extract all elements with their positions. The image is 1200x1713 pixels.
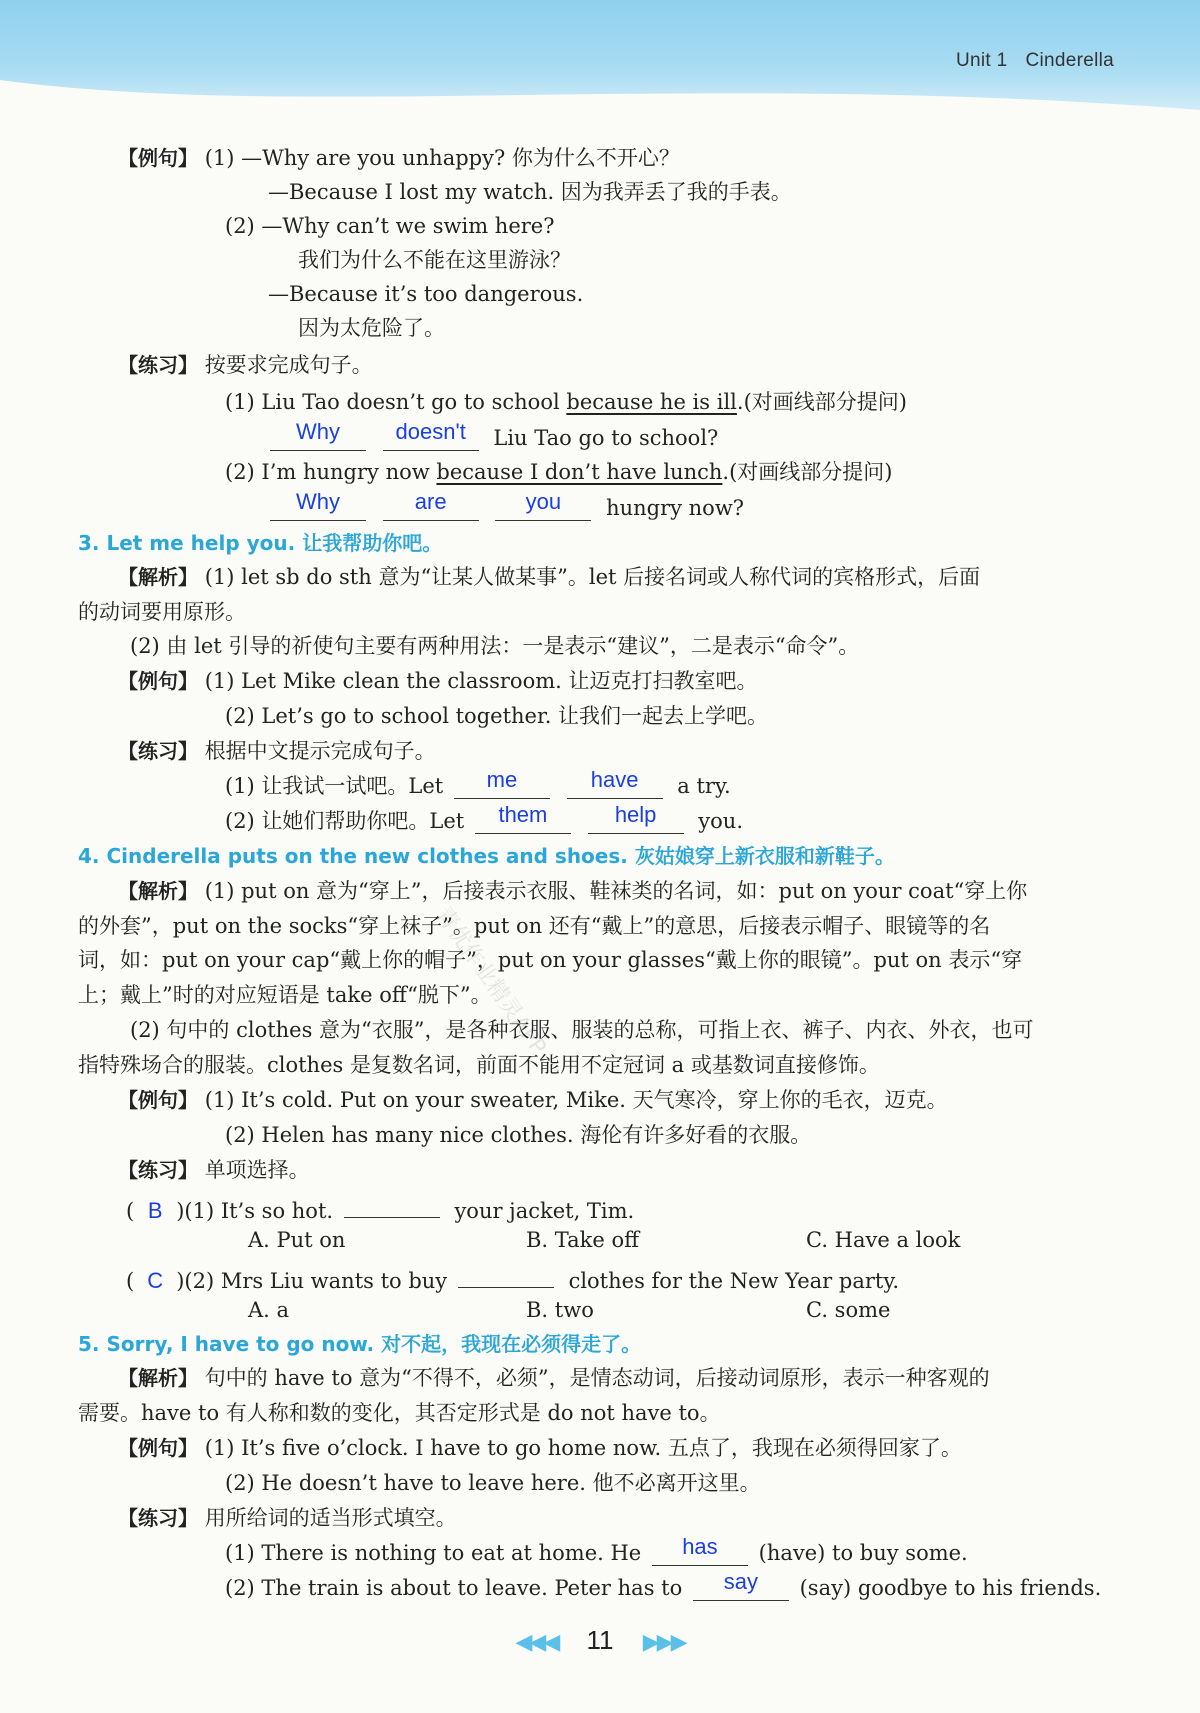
s3-example-1: 【例句】 (1) Let Mike clean the classroom. 让迈克打扫教室吧。 xyxy=(118,669,758,693)
s2-question-1: (1) Liu Tao doesn’t go to school because he is ill.(对画线部分提问) xyxy=(225,390,907,414)
watermark: 青优作业精灵APP xyxy=(430,902,551,1060)
s2-example-2-cn: 我们为什么不能在这里游泳？ xyxy=(298,248,571,272)
answer-text: help xyxy=(614,802,657,827)
s2-question-2: (2) I’m hungry now because I don’t have lunch.(对画线部分提问) xyxy=(225,460,893,484)
practice-tag: 【练习】 xyxy=(118,739,198,763)
s3-example-2: (2) Let’s go to school together. 让我们一起去上学吧。 xyxy=(225,704,769,728)
answer-text: has xyxy=(682,1534,718,1559)
answer-blank[interactable] xyxy=(344,1191,440,1218)
answer-text: doesn't xyxy=(395,419,466,444)
practice-tag: 【练习】 xyxy=(118,1158,198,1182)
underlined-phrase: because he is ill xyxy=(566,390,737,414)
answer-blank[interactable] xyxy=(270,489,366,521)
answer-blank[interactable] xyxy=(652,1534,748,1566)
s5-question-2: (2) The train is about to leave. Peter has to say (say) goodbye to his friends. xyxy=(225,1569,1102,1600)
example-text: (1) —Why are you unhappy? 你为什么不开心？ xyxy=(204,146,680,170)
s4-practice: 【练习】 单项选择。 xyxy=(118,1158,310,1182)
page-footer xyxy=(0,1625,1200,1665)
s2-example-1b: —Because I lost my watch. 因为我弄丢了我的手表。 xyxy=(268,180,792,204)
s4-analysis-2: (2) 句中的 clothes 意为“衣服”，是各种衣服、服装的总称，可指上衣、裤子、内衣、外衣，也可 xyxy=(130,1018,1034,1042)
answer-blank[interactable] xyxy=(693,1569,789,1601)
s2-example-1 xyxy=(118,144,680,172)
example-tag: 【例句】 xyxy=(118,146,198,170)
s3-practice: 【练习】 根据中文提示完成句子。 xyxy=(118,739,436,763)
choice-answer[interactable]: C xyxy=(147,1268,164,1293)
answer-blank[interactable] xyxy=(270,419,366,451)
s4-question-1: ( B )(1) It’s so hot. your jacket, Tim. xyxy=(126,1191,634,1225)
s4-question-2: ( C )(2) Mrs Liu wants to buy clothes for the New Year party. xyxy=(126,1261,899,1295)
running-header xyxy=(956,50,1114,72)
answer-blank[interactable] xyxy=(454,767,550,799)
s4-analysis-1: 【解析】 (1) put on 意为“穿上”，后接表示衣服、鞋袜类的名词，如：put on your coat“穿上你 xyxy=(118,879,1028,903)
s4-analysis-2b: 指特殊场合的服装。clothes 是复数名词，前面不能用不定冠词 a 或基数词直接修饰。 xyxy=(78,1053,880,1077)
answer-blank[interactable] xyxy=(567,767,663,799)
answer-blank[interactable] xyxy=(495,489,591,521)
s5-example-1: 【例句】 (1) It’s five o’clock. I have to go home now. 五点了，我现在必须得回家了。 xyxy=(118,1436,962,1460)
s5-example-2: (2) He doesn’t have to leave here. 他不必离开这里。 xyxy=(225,1471,761,1495)
s5-question-1: (1) There is nothing to eat at home. He has (have) to buy some. xyxy=(225,1534,968,1565)
s2-example-2b-cn: 因为太危险了。 xyxy=(298,316,445,340)
option-c: C. Have a look xyxy=(806,1228,961,1252)
unit-title: Cinderella xyxy=(1025,50,1114,71)
option-b: B. two xyxy=(526,1298,594,1322)
s3-analysis-1: 【解析】 (1) let sb do sth 意为“让某人做某事”。let 后接名词或人称代词的宾格形式，后面 xyxy=(118,565,981,589)
section-3-heading: 3. Let me help you. 让我帮助你吧。 xyxy=(78,531,443,555)
s3-analysis-2: (2) 由 let 引导的祈使句主要有两种用法：一是表示“建议”，二是表示“命令”。 xyxy=(130,634,860,658)
s2-example-2: (2) —Why can’t we swim here? xyxy=(225,214,555,238)
s5-analysis-1b: 需要。have to 有人称和数的变化，其否定形式是 do not have to。 xyxy=(78,1401,721,1425)
s5-analysis-1: 【解析】 句中的 have to 意为“不得不，必须”，是情态动词，后接动词原形，表示一种客观的 xyxy=(118,1366,990,1390)
answer-text: Why xyxy=(296,419,340,444)
s3-analysis-1b: 的动词要用原形。 xyxy=(78,600,246,624)
analysis-tag: 【解析】 xyxy=(118,1366,198,1390)
page-number: 11 xyxy=(586,1625,614,1655)
s2-example-2b: —Because it’s too dangerous. xyxy=(268,282,584,306)
next-arrows-icon: ▶▶▶ xyxy=(642,1629,685,1654)
option-a: A. Put on xyxy=(248,1228,346,1252)
section-4-heading: 4. Cinderella puts on the new clothes and shoes. 灰姑娘穿上新衣服和新鞋子。 xyxy=(78,844,895,868)
answer-blank[interactable] xyxy=(383,489,479,521)
practice-title: 按要求完成句子。 xyxy=(204,353,373,377)
example-tag: 【例句】 xyxy=(118,1088,198,1112)
s3-question-1: (1) 让我试一试吧。Let me have a try. xyxy=(225,767,731,798)
s4-analysis-1c: 词，如：put on your cap“戴上你的帽子”，put on your glasses“戴上你的眼镜”。put on 表示“穿 xyxy=(78,948,1023,972)
option-b: B. Take off xyxy=(526,1228,640,1252)
answer-text: them xyxy=(498,802,548,827)
example-tag: 【例句】 xyxy=(118,1436,198,1460)
answer-text: say xyxy=(723,1569,759,1594)
s4-example-2: (2) Helen has many nice clothes. 海伦有许多好看的衣服。 xyxy=(225,1123,812,1147)
answer-text: Why xyxy=(296,489,340,514)
practice-tag: 【练习】 xyxy=(118,1506,198,1530)
choice-answer[interactable]: B xyxy=(147,1198,163,1223)
s4-example-1: 【例句】 (1) It’s cold. Put on your sweater, Mike. 天气寒冷，穿上你的毛衣，迈克。 xyxy=(118,1088,948,1112)
answer-text: me xyxy=(486,767,518,792)
unit-label: Unit 1 xyxy=(956,50,1008,71)
answer-text: have xyxy=(590,767,639,792)
answer-blank[interactable] xyxy=(588,802,684,834)
analysis-tag: 【解析】 xyxy=(118,565,198,589)
example-tag: 【例句】 xyxy=(118,669,198,693)
s3-question-2: (2) 让她们帮助你吧。Let them help you. xyxy=(225,802,744,833)
answer-text: you xyxy=(525,489,562,514)
prev-arrows-icon: ◀◀◀ xyxy=(515,1629,558,1654)
answer-text: are xyxy=(414,489,447,514)
analysis-tag: 【解析】 xyxy=(118,879,198,903)
practice-tag: 【练习】 xyxy=(118,353,198,377)
option-c: C. some xyxy=(806,1298,891,1322)
section-5-heading: 5. Sorry, I have to go now. 对不起，我现在必须得走了。 xyxy=(78,1332,642,1356)
answer-blank[interactable] xyxy=(475,802,571,834)
underlined-phrase: because I don’t have lunch xyxy=(436,460,723,484)
s5-practice: 【练习】 用所给词的适当形式填空。 xyxy=(118,1506,457,1530)
s2-answer-1: Why doesn't Liu Tao go to school? xyxy=(270,424,718,452)
answer-blank[interactable] xyxy=(458,1261,554,1288)
option-a: A. a xyxy=(248,1298,290,1322)
s4-analysis-1b: 的外套”，put on the socks“穿上袜子”。put on 还有“戴上”的意思，后接表示帽子、眼镜等的名 xyxy=(78,914,991,938)
answer-blank[interactable] xyxy=(383,419,479,451)
s2-answer-2: Why are you hungry now? xyxy=(270,494,744,522)
s2-practice xyxy=(118,351,373,379)
s4-analysis-1d: 上；戴上”时的对应短语是 take off“脱下”。 xyxy=(78,983,492,1007)
